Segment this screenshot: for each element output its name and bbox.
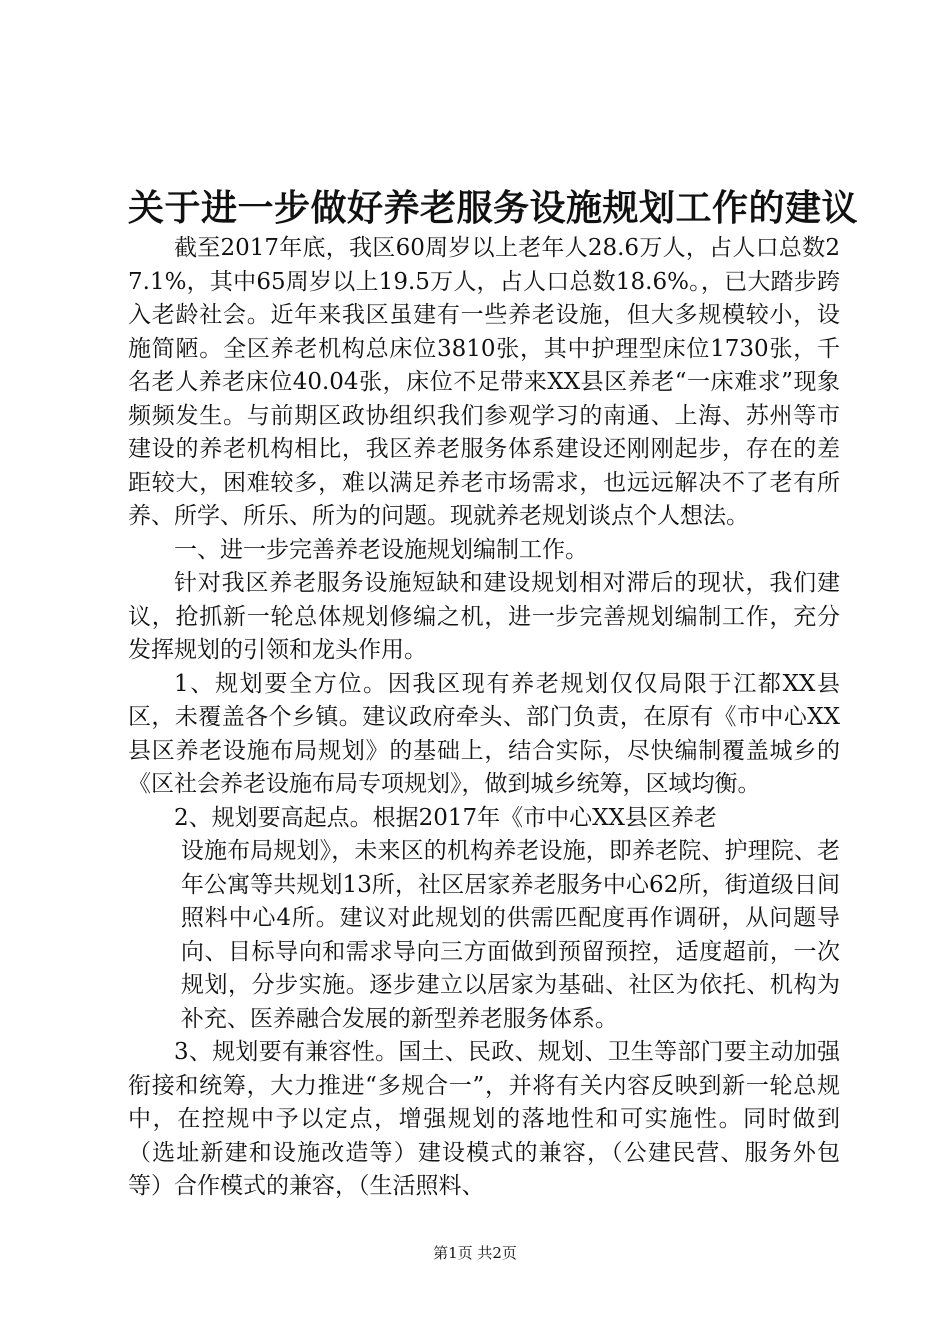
paragraph-item-1: 1、规划要全方位。因我区现有养老规划仅仅局限于江都XX县区，未覆盖各个乡镇。建议政府牵头、部门负责，在原有《市中心XX县区养老设施布局规划》的基础上，结合实际，尽快编制覆盖城乡的《区社会养老设施布局专项规划》，做到城乡统筹，区域均衡。 (128, 670, 840, 797)
page-number-footer: 第1页 共2页 (433, 1244, 517, 1262)
paragraph-item-2-heading: 2、规划要高起点。根据2017年《市中心XX县区养老 (174, 804, 717, 831)
document-title: 关于进一步做好养老服务设施规划工作的建议 (128, 187, 859, 229)
paragraph-item-2-body: 设施布局规划》，未来区的机构养老设施，即养老院、护理院、老年公寓等共规划13所，社区居家养老服务中心62所，街道级日间照料中心4所。建议对此规划的供需匹配度再作调研，从问题导向、目标导向和需求导向三方面做到预留预控，适度超前，一次规划，分步实施。逐步建立以居家为基础、社区为依托、机构为补充、医养融合发展的新型养老服务体系。 (180, 838, 840, 1032)
document-body (128, 232, 840, 1204)
section-heading-1: 一、进一步完善养老设施规划编制工作。 (174, 536, 588, 563)
paragraph-intro: 截至2017年底，我区60周岁以上老年人28.6万人，占人口总数27.1%，其中65周岁以上19.5万人，占人口总数18.6%。，已大踏步跨入老龄社会。近年来我区虽建有一些养老设施，但大多规模较小，设施简陋。全区养老机构总床位3810张，其中护理型床位1730张，千名老人养老床位40.04张，床位不足带来XX县区养老“一床难求”现象频频发生。与前期区政协组织我们参观学习的南通、上海、苏州等市建设的养老机构相比，我区养老服务体系建设还刚刚起步，存在的差距较大，困难较多，难以满足养老市场需求，也远远解决不了老有所养、所学、所乐、所为的问题。现就养老规划谈点个人想法。 (128, 235, 840, 529)
paragraph-item-3: 3、规划要有兼容性。国土、民政、规划、卫生等部门要主动加强衔接和统筹，大力推进“多规合一”，并将有关内容反映到新一轮总规中，在控规中予以定点，增强规划的落地性和可实施性。同时做到（选址新建和设施改造等）建设模式的兼容，（公建民营、服务外包等）合作模式的兼容，（生活照料、 (128, 1039, 840, 1199)
paragraph-section-1: 针对我区养老服务设施短缺和建设规划相对滞后的现状，我们建议，抢抓新一轮总体规划修编之机，进一步完善规划编制工作，充分发挥规划的引领和龙头作用。 (128, 570, 840, 663)
